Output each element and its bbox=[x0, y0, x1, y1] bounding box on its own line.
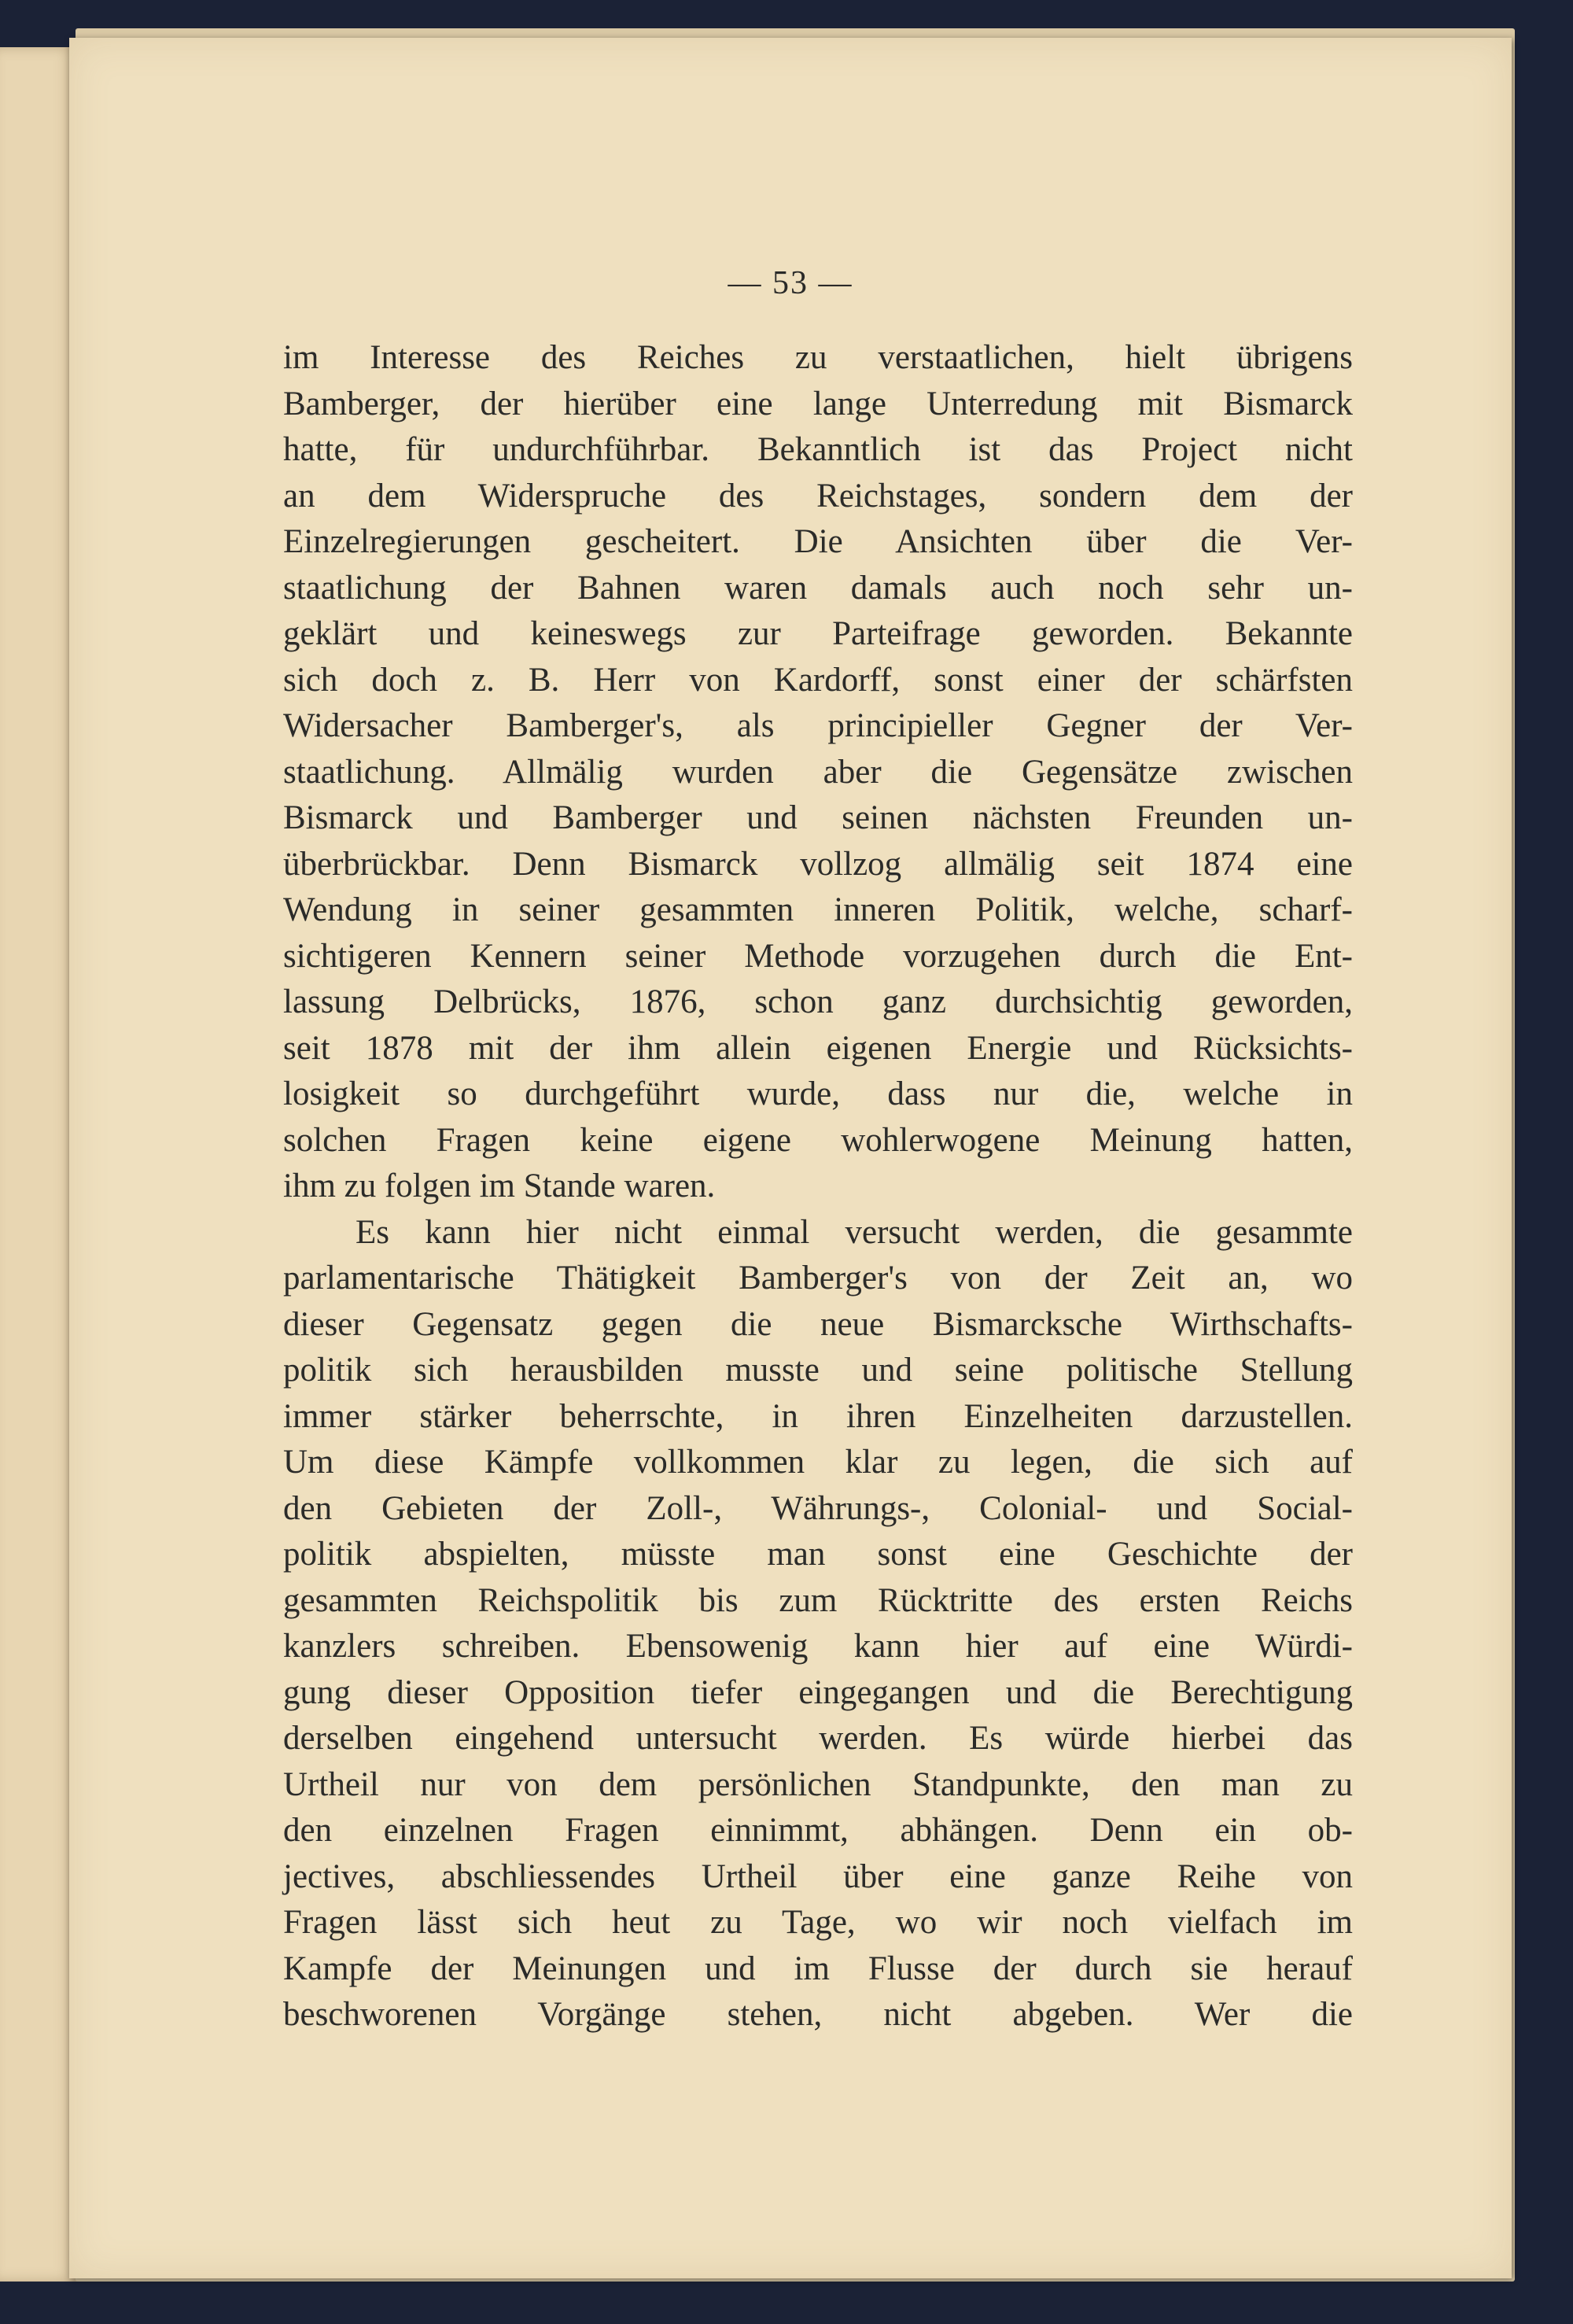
text-line: Fragen lässt sich heut zu Tage, wo wir noch vielfach im bbox=[283, 1904, 1353, 1941]
text-line: politik abspielten, müsste man sonst eine Geschichte der bbox=[283, 1536, 1353, 1573]
text-line: Um diese Kämpfe vollkommen klar zu legen, die sich auf bbox=[283, 1444, 1353, 1481]
paragraph-end-line: ihm zu folgen im Stande waren. bbox=[283, 1168, 716, 1204]
facing-page-edge bbox=[0, 47, 79, 2282]
page-number: — 53 — bbox=[728, 265, 853, 301]
text-line: politik sich herausbilden musste und seine politische Stellung bbox=[283, 1352, 1353, 1389]
text-line: parlamentarische Thätigkeit Bamberger's von der Zeit an, wo bbox=[283, 1260, 1353, 1297]
paragraph-start-line: Es kann hier nicht einmal versucht werden, die gesammte bbox=[355, 1213, 1353, 1251]
text-line: sichtigeren Kennern seiner Methode vorzugehen durch die Ent- bbox=[283, 937, 1353, 975]
text-line: gesammten Reichspolitik bis zum Rücktritte des ersten Reichs bbox=[283, 1581, 1353, 1619]
text-line: den Gebieten der Zoll-, Währungs-, Colonial- und Social- bbox=[283, 1489, 1353, 1527]
text-line: an dem Widerspruche des Reichstages, sondern dem der bbox=[283, 477, 1353, 515]
body-text bbox=[283, 335, 1353, 2038]
text-line: hatte, für undurchführbar. Bekanntlich ist das Project nicht bbox=[283, 431, 1353, 468]
text-line: Bismarck und Bamberger und seinen nächsten Freunden un- bbox=[283, 799, 1353, 836]
text-line: gung dieser Opposition tiefer eingegangen und die Berechtigung bbox=[283, 1673, 1353, 1711]
text-line: losigkeit so durchgeführt wurde, dass nur die, welche in bbox=[283, 1075, 1353, 1112]
text-line: derselben eingehend untersucht werden. Es würde hierbei das bbox=[283, 1720, 1353, 1757]
text-line: solchen Fragen keine eigene wohlerwogene Meinung hatten, bbox=[283, 1121, 1353, 1159]
text-line: lassung Delbrücks, 1876, schon ganz durchsichtig geworden, bbox=[283, 983, 1353, 1020]
text-line: Wendung in seiner gesammten inneren Politik, welche, scharf- bbox=[283, 891, 1353, 928]
text-line: seit 1878 mit der ihm allein eigenen Energie und Rücksichts- bbox=[283, 1029, 1353, 1067]
text-line: jectives, abschliessendes Urtheil über eine ganze Reihe von bbox=[283, 1857, 1353, 1895]
text-line: im Interesse des Reiches zu verstaatlichen, hielt übrigens bbox=[283, 339, 1353, 376]
text-line: Kampfe der Meinungen und im Flusse der durch sie herauf bbox=[283, 1950, 1353, 1987]
text-line: dieser Gegensatz gegen die neue Bismarcksche Wirthschafts- bbox=[283, 1305, 1353, 1343]
text-line: staatlichung der Bahnen waren damals auch noch sehr un- bbox=[283, 569, 1353, 607]
text-line: überbrückbar. Denn Bismarck vollzog allmälig seit 1874 eine bbox=[283, 845, 1353, 883]
text-line: geklärt und keineswegs zur Parteifrage geworden. Bekannte bbox=[283, 615, 1353, 652]
text-line: kanzlers schreiben. Ebensowenig kann hier auf eine Würdi- bbox=[283, 1628, 1353, 1665]
text-line: den einzelnen Fragen einnimmt, abhängen. Denn ein ob- bbox=[283, 1812, 1353, 1849]
book-page bbox=[69, 38, 1512, 2278]
text-line: Widersacher Bamberger's, als principieller Gegner der Ver- bbox=[283, 707, 1353, 744]
text-line: Einzelregierungen gescheitert. Die Ansichten über die Ver- bbox=[283, 523, 1353, 560]
text-line: Urtheil nur von dem persönlichen Standpunkte, den man zu bbox=[283, 1765, 1353, 1803]
text-line: beschworenen Vorgänge stehen, nicht abgeben. Wer die bbox=[283, 1996, 1353, 2033]
text-line: Bamberger, der hierüber eine lange Unterredung mit Bismarck bbox=[283, 385, 1353, 422]
text-line: immer stärker beherrschte, in ihren Einzelheiten darzustellen. bbox=[283, 1397, 1353, 1435]
text-line: staatlichung. Allmälig wurden aber die Gegensätze zwischen bbox=[283, 753, 1353, 791]
text-line: sich doch z. B. Herr von Kardorff, sonst einer der schärfsten bbox=[283, 661, 1353, 699]
